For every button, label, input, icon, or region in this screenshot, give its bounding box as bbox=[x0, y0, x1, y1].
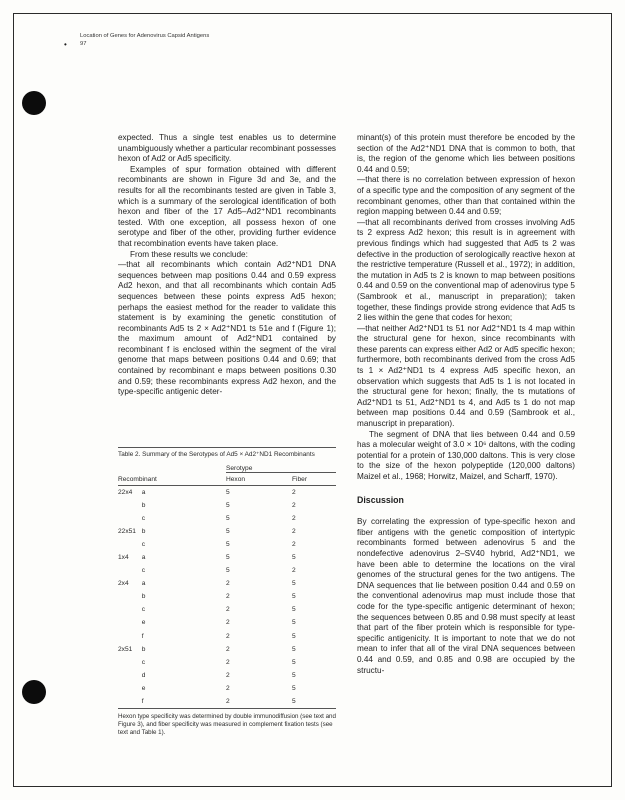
paragraph: —that there is no correlation between expression of hexon of a specific type and the composition of any segment of the recombinant genomes, other than that contained within the region mapping between 0.44 and 0.59; bbox=[357, 175, 575, 217]
fiber-cell: 5 bbox=[292, 580, 296, 588]
paragraph: minant(s) of this protein must therefore be encoded by the section of the Ad2⁺ND1 DNA that is common to both, that is, the region of the genome which lies between positions 0.44 and 0.59; bbox=[357, 133, 575, 174]
cross-cell bbox=[118, 669, 142, 682]
hexon-cell: 5 bbox=[225, 489, 230, 497]
cross-cell bbox=[118, 630, 142, 643]
running-header bbox=[80, 33, 209, 48]
recombinant-cell: f bbox=[141, 697, 144, 705]
fiber-cell: 5 bbox=[292, 619, 296, 627]
table-row bbox=[118, 682, 336, 695]
cross-cell bbox=[118, 603, 142, 616]
recombinant-cell: a bbox=[141, 489, 146, 497]
hexon-cell: 5 bbox=[225, 502, 230, 510]
recombinant-cell: c bbox=[141, 606, 146, 614]
table-body bbox=[118, 486, 336, 708]
hexon-cell: 5 bbox=[225, 528, 230, 536]
col-header-fiber: Fiber bbox=[292, 476, 308, 483]
fiber-cell: 5 bbox=[292, 658, 296, 666]
table-row bbox=[118, 499, 336, 512]
table-row bbox=[118, 538, 336, 551]
table-row bbox=[118, 525, 336, 538]
paragraph: The segment of DNA that lies between 0.44 and 0.59 has a molecular weight of 3.0 × 10⁶ daltons, with the coding potential for a protein of 130,000 daltons. This is very close to the size of the hexon polypeptide (120,000 daltons) Maizel et al., 1968; Horwitz, Maizel, and Scharff, 1970). bbox=[357, 429, 575, 481]
table-row bbox=[118, 643, 336, 656]
paragraph: —that all recombinants which contain Ad2⁺ND1 DNA sequences between map positions 0.44 and 0.59 express Ad2 hexon, and that all recombinants which contain Ad5 sequences between these points express Ad5 hexon; perhaps the easiest method for the reader to validate this statement is by examining the genetic constitution of recombinants Ad5 ts 2 × Ad2⁺ND1 ts 51e and f (Figure 1); the maximum amount of Ad2⁺ND1 contained by recombinant f is enclosed within the segment of the viral genome that maps between positions 0.44 and 0.69; that contained by recombinant e maps between positions 0.30 and 0.59; these recombinants express Ad2 hexon, and the type-specific antigenic deter- bbox=[118, 260, 336, 397]
table-row bbox=[118, 486, 336, 500]
punch-hole-bottom bbox=[22, 680, 46, 704]
table-row bbox=[118, 564, 336, 577]
fiber-cell: 5 bbox=[292, 632, 296, 640]
page-number: 97 bbox=[80, 40, 87, 47]
fiber-cell: 5 bbox=[292, 684, 296, 692]
fiber-cell: 5 bbox=[292, 645, 296, 653]
hexon-cell: 2 bbox=[225, 606, 230, 614]
serotype-table bbox=[118, 463, 336, 708]
hexon-cell: 5 bbox=[225, 567, 230, 575]
table-top-rule bbox=[118, 447, 336, 448]
cross-cell: 22x4 bbox=[118, 489, 133, 497]
punch-hole-top bbox=[22, 91, 46, 115]
fiber-cell: 2 bbox=[292, 515, 296, 523]
recombinant-cell: a bbox=[141, 580, 146, 588]
fiber-cell: 2 bbox=[292, 541, 296, 549]
table-2 bbox=[118, 447, 336, 737]
table-row bbox=[118, 630, 336, 643]
cross-cell bbox=[118, 538, 142, 551]
paragraph: Examples of spur formation obtained with different recombinants are shown in Figure 3d and 3e, and the results for all the recombinants tested are given in Table 3, which is a summary of the serological identification of both hexon and fiber of the 17 Ad5–Ad2⁺ND1 recombinants tested. With one exception, all possess hexon of one serotype and fiber of the other, providing further evidence that recombination events have taken place. bbox=[118, 164, 336, 248]
fiber-cell: 2 bbox=[292, 502, 296, 510]
cross-cell bbox=[118, 512, 142, 525]
col-header-recombinant: Recombinant bbox=[118, 476, 157, 483]
col-header-hexon: Hexon bbox=[225, 476, 246, 483]
cross-cell: 22x51 bbox=[118, 528, 136, 536]
recombinant-cell: b bbox=[141, 502, 146, 510]
fiber-cell: 5 bbox=[292, 593, 296, 601]
cross-cell: 1x4 bbox=[118, 554, 129, 562]
hexon-cell: 2 bbox=[225, 671, 230, 679]
fiber-cell: 2 bbox=[292, 567, 296, 575]
recombinant-cell: c bbox=[141, 541, 146, 549]
hexon-cell: 2 bbox=[225, 645, 230, 653]
recombinant-cell: c bbox=[141, 567, 146, 575]
table-caption: Table 2. Summary of the Serotypes of Ad5 × Ad2⁺ND1 Recombinants bbox=[118, 451, 315, 458]
recombinant-cell: e bbox=[141, 684, 146, 692]
cross-cell bbox=[118, 499, 142, 512]
table-row bbox=[118, 695, 336, 708]
table-row bbox=[118, 577, 336, 590]
recombinant-cell: e bbox=[141, 619, 146, 627]
left-column bbox=[118, 133, 336, 398]
cross-cell bbox=[118, 695, 142, 708]
hexon-cell: 2 bbox=[225, 580, 230, 588]
fiber-cell: 5 bbox=[292, 606, 296, 614]
recombinant-cell: c bbox=[141, 515, 146, 523]
table-row bbox=[118, 551, 336, 564]
cross-cell bbox=[118, 682, 142, 695]
table-row bbox=[118, 603, 336, 616]
cross-cell bbox=[118, 564, 142, 577]
recombinant-cell: b bbox=[141, 593, 146, 601]
table-row bbox=[118, 669, 336, 682]
hexon-cell: 2 bbox=[225, 684, 230, 692]
cross-cell bbox=[118, 656, 142, 669]
table-row bbox=[118, 616, 336, 629]
table-row bbox=[118, 512, 336, 525]
hexon-cell: 5 bbox=[225, 541, 230, 549]
recombinant-cell: d bbox=[141, 671, 146, 679]
paragraph: —that all recombinants derived from crosses involving Ad5 ts 2 express Ad2 hexon; this result is in agreement with previous findings which had suggested that Ad5 ts 2 was defective in the production of serologically reactive hexon at the restrictive temperature (Russell et al., 1972); in addition, the mutation in Ad5 ts 2 is known to map between positions 0.44 and 0.59 on the conventional map of adenovirus type 5 (Sambrook et al., manuscript in preparation); taken together, these findings provide strong evidence that Ad5 ts 2 lies within the gene that codes for hexon; bbox=[357, 217, 575, 323]
hexon-cell: 5 bbox=[225, 554, 230, 562]
table-row bbox=[118, 656, 336, 669]
hexon-cell: 2 bbox=[225, 658, 230, 666]
paragraph: —that neither Ad2⁺ND1 ts 51 nor Ad2⁺ND1 ts 4 map within the structural gene for hexon, since recombinants with these parents can express either Ad2 or Ad5 specific hexon; furthermore, both recombinants derived from the cross Ad5 ts 1 × Ad2⁺ND1 ts 4 express Ad5 specific hexon, an observation which suggests that Ad5 ts 1 is not located in the structural gene for hexon; finally, the ts mutations of Ad2⁺ND1 ts 51, Ad2⁺ND1 ts 4, and Ad5 ts 1 do not map between map positions 0.44 and 0.59 (Sambrook et al., manuscript in preparation). bbox=[357, 323, 575, 429]
fiber-cell: 5 bbox=[292, 671, 296, 679]
hexon-cell: 2 bbox=[225, 632, 230, 640]
fiber-cell: 5 bbox=[292, 697, 296, 705]
hexon-cell: 2 bbox=[225, 593, 230, 601]
paragraph: From these results we conclude: bbox=[130, 249, 248, 259]
hexon-cell: 2 bbox=[225, 697, 230, 705]
cross-cell bbox=[118, 616, 142, 629]
paragraph: By correlating the expression of type-specific hexon and fiber antigens with the genetic composition of intertypic recombinants formed between adenovirus 5 and the nondefective adenovirus 2–SV40 hybrid, Ad2⁺ND1, we have been able to determine the locations on the viral genomes of the structural genes for the two antigens. The DNA sequences that lie between position 0.44 and 0.59 on the conventional adenovirus map must include those that code for the type-specific antigenic determinant of hexon; the sequences between 0.85 and 0.98 must specify at least that part of the fiber protein which is responsible for type-specific antigenicity. It is important to note that we do not mean to infer that all of the viral DNA sequences between 0.44 and 0.59, and 0.85 and 0.98 are occupied by the structu- bbox=[357, 517, 575, 675]
cross-cell bbox=[118, 590, 142, 603]
recombinant-cell: c bbox=[141, 658, 146, 666]
recombinant-cell: b bbox=[141, 528, 146, 536]
cross-cell: 2x51 bbox=[118, 645, 133, 653]
serotype-group-header: Serotype bbox=[226, 465, 336, 473]
section-heading-discussion: Discussion bbox=[357, 494, 404, 505]
recombinant-cell: b bbox=[141, 645, 146, 653]
hexon-cell: 2 bbox=[225, 619, 230, 627]
paragraph: expected. Thus a single test enables us to determine unambiguously whether a particular recombinant possesses hexon of Ad2 or Ad5 specificity. bbox=[118, 133, 336, 164]
hexon-cell: 5 bbox=[225, 515, 230, 523]
recombinant-cell: f bbox=[141, 632, 144, 640]
margin-mark: • bbox=[64, 40, 67, 49]
table-bottom-rule bbox=[118, 708, 336, 709]
fiber-cell: 2 bbox=[292, 489, 296, 497]
recombinant-cell: a bbox=[141, 554, 146, 562]
table-footnote: Hexon type specificity was determined by double immunodiffusion (see text and Figure 3), and fiber specificity was measured in complement fixation tests (see text and Table 1). bbox=[118, 712, 336, 736]
cross-cell: 2x4 bbox=[118, 580, 129, 588]
right-column bbox=[357, 133, 575, 676]
table-row bbox=[118, 590, 336, 603]
running-title: Location of Genes for Adenovirus Capsid Antigens bbox=[80, 33, 210, 39]
fiber-cell: 2 bbox=[292, 528, 296, 536]
fiber-cell: 5 bbox=[292, 554, 296, 562]
